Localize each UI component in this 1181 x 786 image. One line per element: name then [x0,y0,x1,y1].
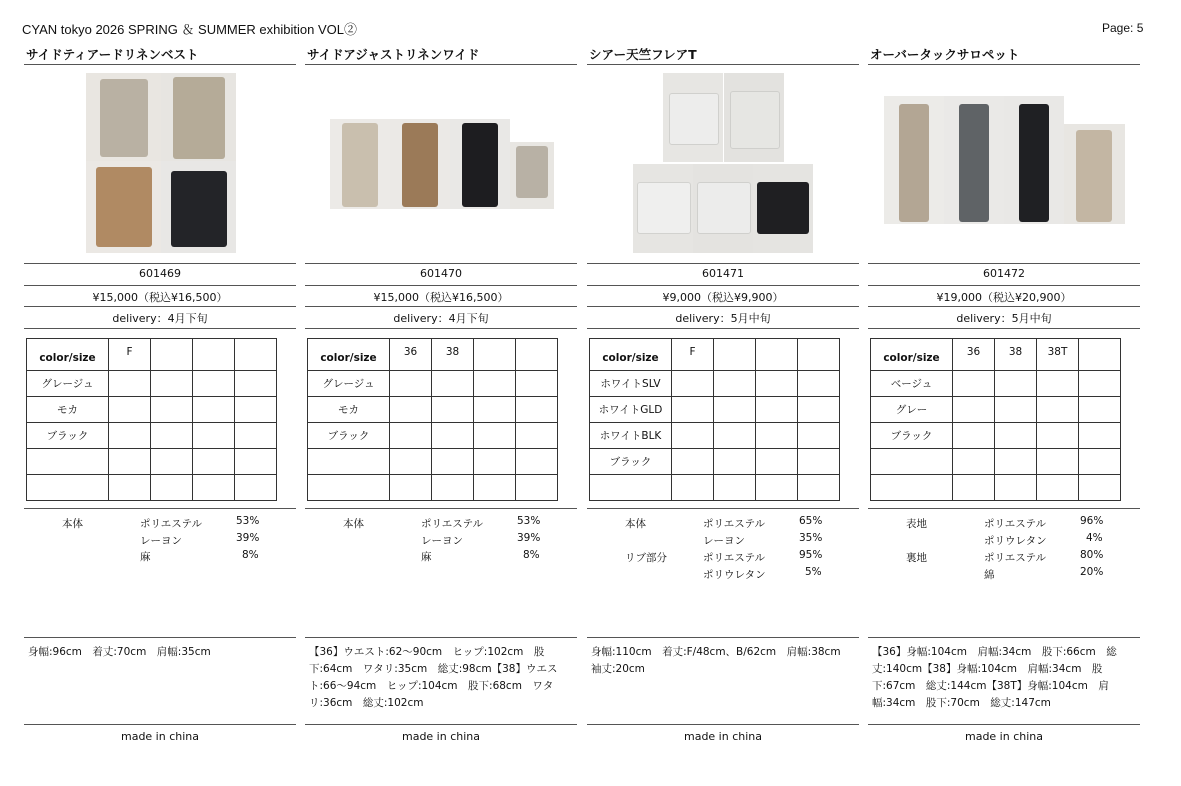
product-name: シアー天竺フレアT [589,47,697,62]
material-pct: 5% [805,566,822,578]
size-cell: 38 [432,339,474,371]
material-part: 表地 [906,518,927,530]
material-pct: 80% [1080,549,1104,561]
size-cell: 36 [390,339,432,371]
product-photo [884,96,944,224]
size-cell [516,339,558,371]
color-cell [27,475,109,501]
color-cell: モカ [27,397,109,423]
material-fiber: ポリエステル [703,552,766,564]
color-size-table [307,338,558,501]
size-cell [151,339,193,371]
document-title: CYAN tokyo 2026 SPRING ＆ SUMMER exhibition VOL② [22,22,357,37]
product-photo [944,96,1004,224]
color-size-header: color/size [308,339,390,371]
material-fiber: ポリウレタン [703,569,766,581]
color-cell: ブラック [308,423,390,449]
color-cell [308,449,390,475]
product-photos [305,68,577,286]
size-cell [1079,339,1121,371]
color-cell: ベージュ [871,371,953,397]
material-pct: 35% [799,532,823,544]
size-cell [798,339,840,371]
material-fiber: 麻 [421,551,432,563]
product-price: ¥15,000（税込¥16,500） [373,291,509,304]
product-photo [724,73,784,162]
size-cell: 36 [953,339,995,371]
color-size-table [26,338,277,501]
material-pct: 39% [517,532,541,544]
color-cell: ブラック [871,423,953,449]
material-fiber: レーヨン [703,535,745,547]
material-pct: 53% [236,515,260,527]
color-cell [27,449,109,475]
product-photo [663,73,723,162]
material-part: 本体 [625,518,646,530]
material-pct: 65% [799,515,823,527]
size-cell: F [672,339,714,371]
size-cell [714,339,756,371]
material-fiber: ポリエステル [984,518,1047,530]
size-cell: 38 [995,339,1037,371]
material-part: 裏地 [906,552,927,564]
size-cell: F [109,339,151,371]
color-size-header: color/size [871,339,953,371]
color-cell: ブラック [590,449,672,475]
product-photo [161,161,236,253]
material-part: 本体 [343,518,364,530]
product-photo [693,164,753,253]
product-photos [587,68,859,286]
size-spec: 【36】ウエスト:62〜90cm ヒップ:102cm 股下:64cm ワタリ:35cm 総丈:98cm【38】ウエスト:66〜94cm ヒップ:104cm 股下:68cm ワタリ:36cm 総丈:102cm [309,646,558,709]
size-spec: 【36】身幅:104cm 肩幅:34cm 股下:66cm 総丈:140cm【38】身幅:104cm 肩幅:34cm 股下:67cm 総丈:144cm【38T】身幅:104cm 肩幅:34cm 股下:70cm 総丈:147cm [872,646,1117,709]
material-fiber: 綿 [984,569,995,581]
material-fiber: ポリエステル [421,518,484,530]
product-photo [86,161,161,253]
size-cell [756,339,798,371]
product-photo [753,164,813,253]
product-photo [510,142,554,209]
product-card [305,44,577,749]
product-photo [450,119,510,209]
product-price: ¥15,000（税込¥16,500） [92,291,228,304]
color-cell: ホワイトBLK [590,423,672,449]
material-fiber: ポリエステル [140,518,203,530]
color-cell: グレー [871,397,953,423]
product-price: ¥9,000（税込¥9,900） [662,291,784,304]
material-pct: 4% [1086,532,1103,544]
color-cell [590,475,672,501]
product-name: オーバータックサロペット [870,47,1020,62]
material-pct: 53% [517,515,541,527]
size-spec: 身幅:96cm 着丈:70cm 肩幅:35cm [28,646,211,658]
color-cell [871,449,953,475]
product-delivery: delivery：4月下旬 [112,312,208,325]
color-cell [871,475,953,501]
product-name: サイドティアードリネンベスト [26,47,199,62]
material-fiber: レーヨン [421,535,463,547]
color-cell [308,475,390,501]
material-fiber: レーヨン [140,535,182,547]
product-code: 601471 [702,267,744,280]
material-pct: 95% [799,549,823,561]
size-cell: 38T [1037,339,1079,371]
material-fiber: ポリエステル [984,552,1047,564]
color-size-table [589,338,840,501]
material-fiber: ポリウレタン [984,535,1047,547]
product-photo [390,119,450,209]
origin: made in china [964,730,1043,743]
product-photo [330,119,390,209]
product-card [24,44,296,749]
size-cell [474,339,516,371]
product-code: 601469 [139,267,181,280]
product-code: 601470 [420,267,462,280]
material-fiber: ポリエステル [703,518,766,530]
product-delivery: delivery：4月下旬 [393,312,489,325]
color-cell: ブラック [27,423,109,449]
size-cell [193,339,235,371]
color-cell: グレージュ [27,371,109,397]
page-number: Page: 5 [1102,21,1144,35]
product-price: ¥19,000（税込¥20,900） [936,291,1072,304]
color-cell: モカ [308,397,390,423]
material-pct: 39% [236,532,260,544]
product-photos [868,68,1140,286]
material-part: 本体 [62,518,83,530]
color-cell: グレージュ [308,371,390,397]
product-photos [24,68,296,286]
color-cell: ホワイトGLD [590,397,672,423]
size-spec: 身幅:110cm 着丈:F/48cm、B/62cm 肩幅:38cm 袖丈:20cm [591,646,852,675]
product-delivery: delivery：5月中旬 [956,312,1052,325]
product-photo [1004,96,1064,224]
origin: made in china [683,730,762,743]
product-name: サイドアジャストリネンワイド [307,47,480,62]
product-photo [1064,124,1125,224]
product-code: 601472 [983,267,1025,280]
origin: made in china [120,730,199,743]
product-delivery: delivery：5月中旬 [675,312,771,325]
product-card [587,44,859,749]
material-pct: 96% [1080,515,1104,527]
product-photo [161,73,236,161]
material-part: リブ部分 [625,552,667,564]
color-size-header: color/size [27,339,109,371]
material-pct: 20% [1080,566,1104,578]
product-photo [86,73,161,161]
color-cell: ホワイトSLV [590,371,672,397]
product-card [868,44,1140,749]
material-pct: 8% [523,549,540,561]
color-size-header: color/size [590,339,672,371]
origin: made in china [401,730,480,743]
size-cell [235,339,277,371]
product-photo [633,164,693,253]
material-fiber: 麻 [140,551,151,563]
material-pct: 8% [242,549,259,561]
color-size-table [870,338,1121,501]
